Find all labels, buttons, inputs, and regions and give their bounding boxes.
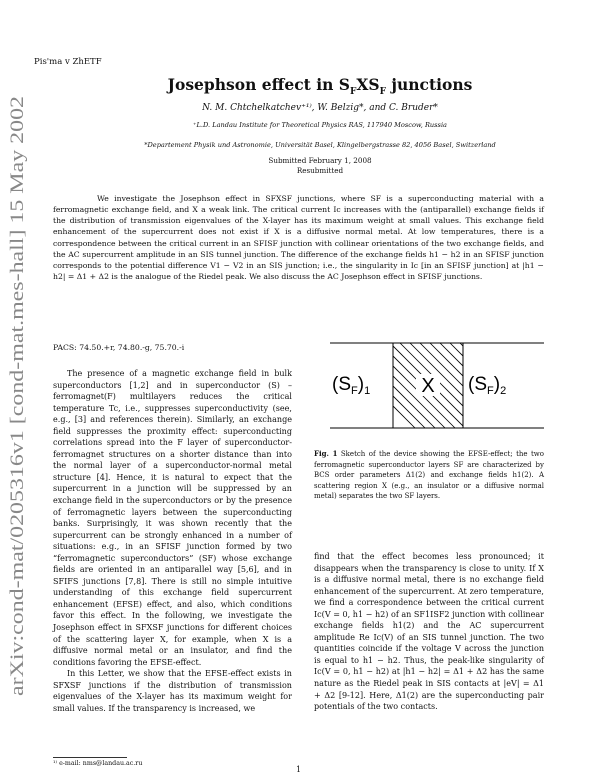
right-column [314, 551, 544, 713]
pacs-codes: PACS: 74.50.+r, 74.80.-g, 75.70.-i [53, 343, 185, 352]
footnote-rule [53, 757, 127, 758]
submitted-date: Submitted February 1, 2008 [268, 156, 372, 165]
arxiv-stamp [3, 96, 31, 700]
journal-name: Pis'ma v ZhETF [34, 57, 102, 67]
affiliation-2: *Departement Physik und Astronomie, Universität Basel, Klingelbergstrasse 82, 4056 Basel, Switzerland [144, 141, 496, 149]
resubmitted-note: Resubmitted [296, 165, 344, 175]
footnote: ¹⁾ e-mail: nms@landau.ac.ru [53, 760, 143, 767]
caption-label: Fig. 1 [314, 449, 338, 458]
page-number: 1 [296, 765, 302, 774]
affiliation-1: ⁺L.D. Landau Institute for Theoretical Physics RAS, 117940 Moscow, Russia [193, 121, 447, 129]
intro-paragraph-1: The presence of a magnetic exchange field in bulk superconductors [1,2] and in superconductor (S) – ferromagnet(F) multilayers reduces the critical temperature Tc, i.e., suppresses superconductivity (see, e.g., [3] and references therein). Similarly, an exchange field suppresses the proximity effect: superconducting correlations spread into the F layer of superconductor-ferromagnet structures on a shorter distance than into the normal layer of a superconductor-normal metal structure [4]. Hence, it is natural to expect that the supercurrent in a junction will be suppressed by an exchange field in the superconductors or by the presence of ferromagnetic layers between the superconducting banks. Surprisingly, it was shown recently that the supercurrent can be strongly enhanced in a number of situations: e.g., in an SFISF junction formed by two “ferromagnetic superconductors” (SF) whose exchange fields are oriented in an antiparallel way [5,6], and in SFIFS junctions [7,8]. There is still no simple intuitive understanding of this exchange field supercurrent enhancement (EFSE) effect, and also, which conditions favor this effect. In the following, we investigate the Josephson effect in SFXSF junctions for different choices of the scattering layer X, for example, when X is a diffusive normal metal or an insulator, and find the conditions favoring the EFSE-effect. [53, 369, 292, 667]
paper-title: Josephson effect in $S_FXS_F$ junctions [167, 75, 473, 98]
left-electrode-label: $(S_F)_1$ [332, 374, 371, 397]
left-column [53, 368, 292, 714]
right-column-paragraph: find that the effect becomes less pronounced; it disappears when the transparency is close to unity. If X is a diffusive normal metal, there is no exchange field enhancement of the supercurrent. At zero temperature, we find a correspondence between the critical current Ic(V = 0, h1 − h2) of an SF1ISF2 junction with collinear exchange fields h1(2) and the AC supercurrent amplitude Re Ic(V) of an SIS tunnel junction. The two quantities coincide if the voltage V across the junction is equal to h1 − h2. Thus, the peak-like singularity of Ic(V = 0, h1 − h2) at |h1 − h2| = Δ1 + Δ2 has the same nature as the Riedel peak in SIS contacts at |eV| = Δ1 + Δ2 [9-12]. Here, Δ1(2) are the superconducting pair potentials of the two contacts. [314, 552, 544, 712]
center-label: X [421, 375, 435, 397]
submission-info [60, 156, 580, 175]
caption-text: Sketch of the device showing the EFSE-effect; the two ferromagnetic superconductor layers SF are characterized by BCS order parameters Δ1(2) and exchange fields h1(2). A scattering region X (e.g., an insulator or a diffusive normal metal) separates the two SF layers. [314, 450, 544, 501]
figure-caption [314, 449, 544, 502]
author-list: N. M. Chtchelkatchev⁺¹⁾, W. Belzig*, and C. Bruder* [202, 103, 438, 113]
right-electrode-label: $(S_F)_2$ [468, 374, 507, 397]
abstract: We investigate the Josephson effect in SFXSF junctions, where SF is a superconducting material with a ferromagnetic exchange field, and X a weak link. The critical current Ic increases with the (antiparallel) exchange fields if the distribution of transmission eigenvalues of the X-layer has its maximum weight at small values. This exchange field enhancement of the supercurrent does not exist if X is a diffusive normal metal. At low temperatures, there is a correspondence between the critical current in an SFISF junction with collinear orientations of the two exchange fields, and the AC supercurrent amplitude in an SIS tunnel junction. The difference of the exchange fields h1 − h2 in an SFISF junction corresponds to the potential difference V1 − V2 in an SIS junction; i.e., the singularity in Ic [in an SFISF junction] at |h1 − h2| = Δ1 + Δ2 is the analogue of the Riedel peak. We also discuss the AC Josephson effect in SFISF junctions. [53, 194, 544, 282]
device-sketch-figure [330, 338, 544, 435]
arxiv-id-text: arXiv:cond-mat/0205316v1 [cond-mat.mes-hall] 15 May 2002 [8, 232, 28, 696]
intro-paragraph-2: In this Letter, we show that the EFSE-effect exists in SFXSF junctions if the distribution of transmission eigenvalues of the X-layer has its maximum weight for small values. If the transparency is increased, we [53, 669, 292, 713]
